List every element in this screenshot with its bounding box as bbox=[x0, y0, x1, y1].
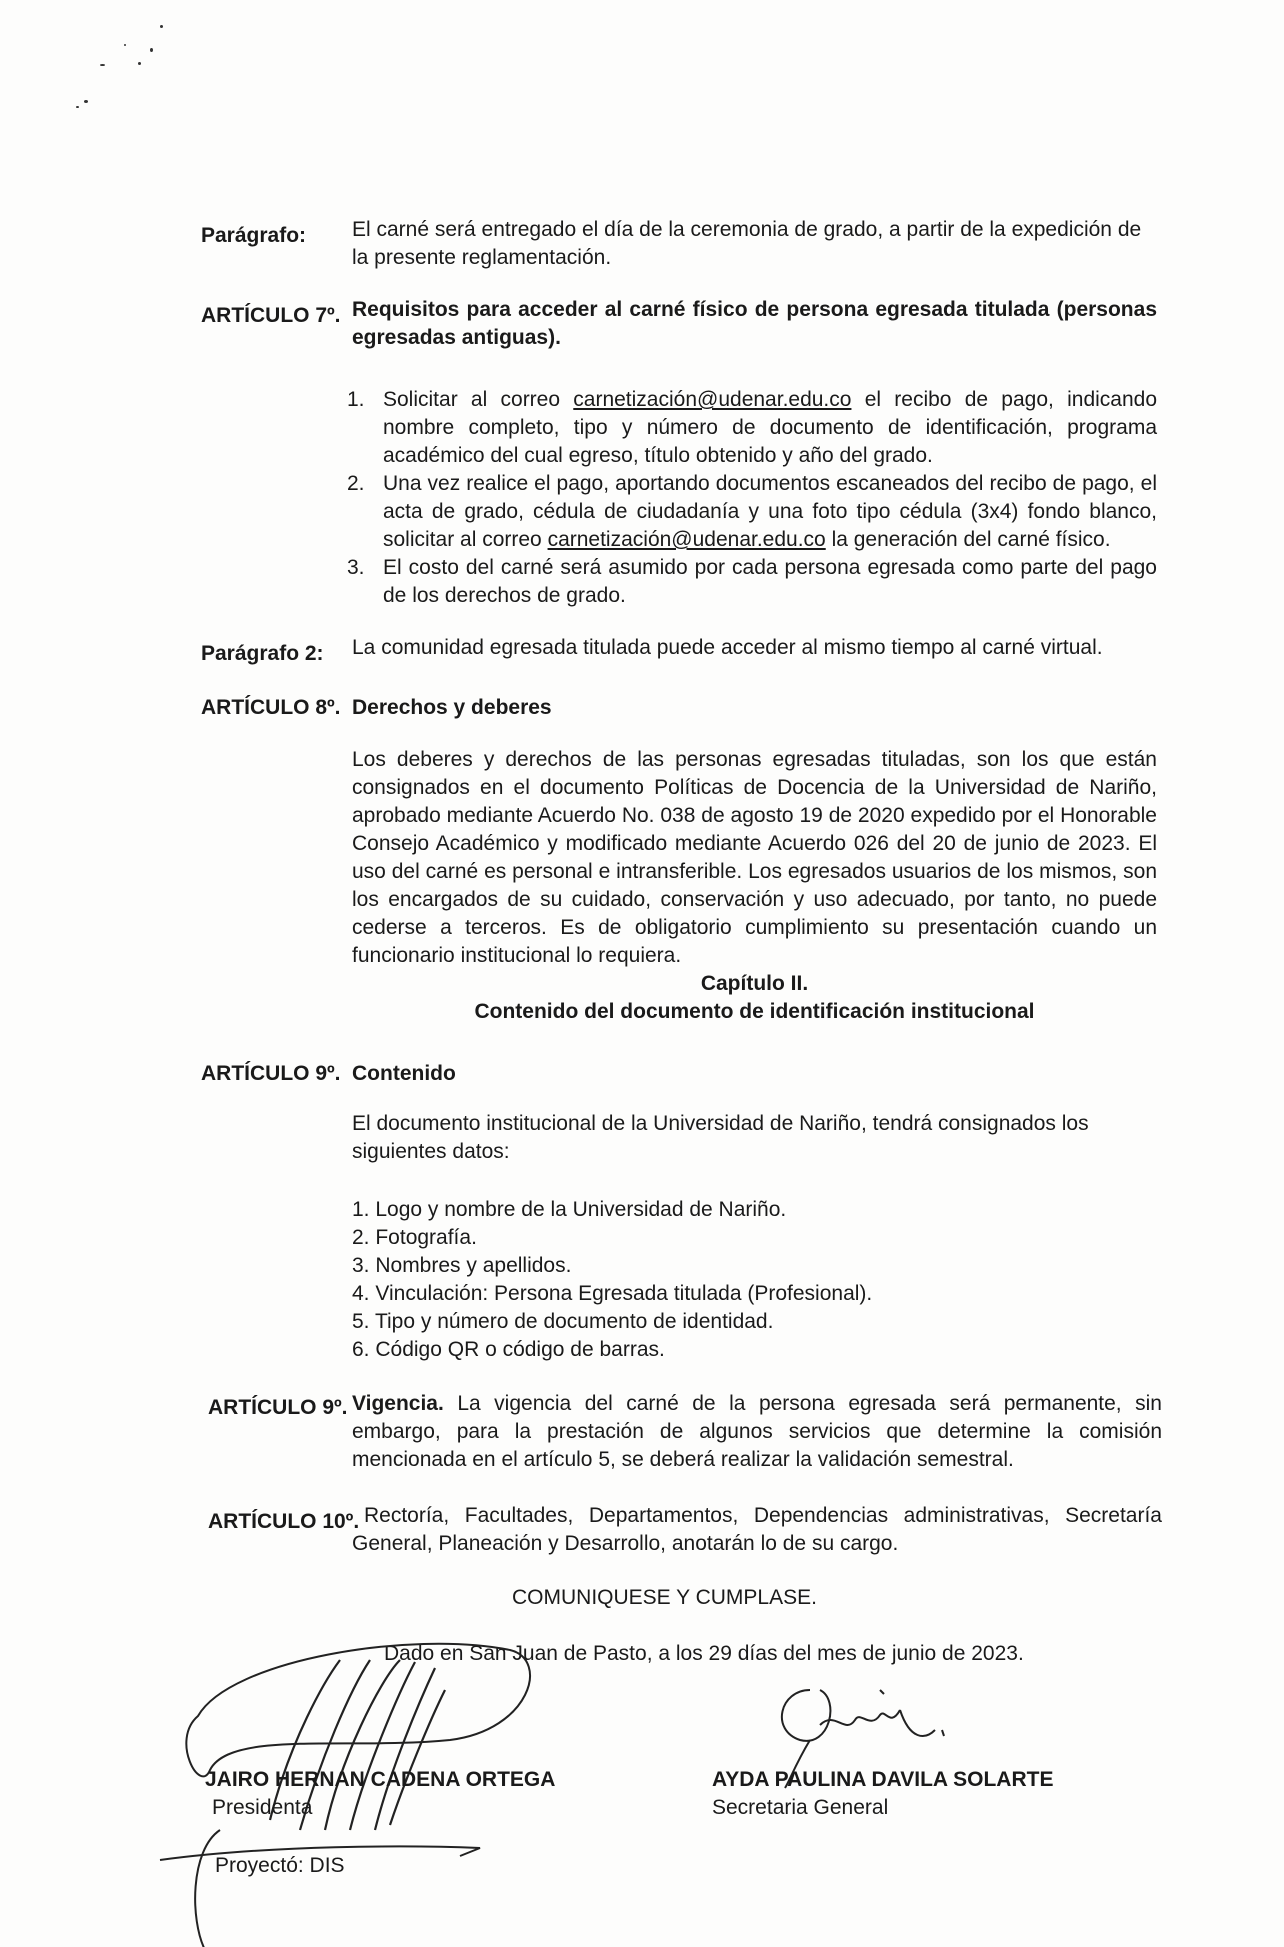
list-item-text: el recibo de pago, indicando nombre completo, tipo y número de documento de identificación, programa académico del cual egreso, título obtenido y año del grado. bbox=[383, 388, 1158, 467]
articulo-9-vigencia-text bbox=[352, 1390, 1162, 1474]
list-item: 5. Tipo y número de documento de identidad. bbox=[352, 1310, 774, 1333]
signatory-right-role: Secretaria General bbox=[712, 1796, 889, 1819]
list-item-text: Una vez realice el pago, aportando documentos escaneados del recibo de pago, el acta de grado, cédula de ciudadanía y una foto tipo cédula (3x4) fondo blanco, solicitar al correo bbox=[383, 472, 1157, 551]
paragrafo-2-label: Parágrafo 2: bbox=[201, 642, 324, 665]
list-item-number: 1. bbox=[347, 388, 365, 411]
signatory-right-name: AYDA PAULINA DAVILA SOLARTE bbox=[712, 1768, 1054, 1791]
email-link[interactable]: carnetización@udenar.edu.co bbox=[573, 388, 852, 411]
list-item-text: la generación del carné físico. bbox=[825, 528, 1111, 551]
articulo-9-title: Contenido bbox=[352, 1062, 456, 1085]
list-item bbox=[347, 386, 1157, 470]
articulo-7-requirements-list bbox=[347, 386, 1157, 610]
scan-speck bbox=[84, 100, 88, 103]
signature-left-icon bbox=[150, 1620, 550, 1880]
list-item-number: 3. bbox=[347, 556, 365, 579]
articulo-9-vigencia-label: ARTÍCULO 9º. bbox=[208, 1396, 348, 1419]
signatory-left-name: JAIRO HERNAN CADENA ORTEGA bbox=[205, 1768, 556, 1791]
list-item: 3. Nombres y apellidos. bbox=[352, 1254, 572, 1277]
email-link[interactable]: carnetización@udenar.edu.co bbox=[547, 528, 826, 551]
articulo-8-label: ARTÍCULO 8º. bbox=[201, 696, 341, 719]
articulo-8-title: Derechos y deberes bbox=[352, 696, 552, 719]
scan-speck bbox=[160, 25, 163, 28]
articulo-7-label: ARTÍCULO 7º. bbox=[201, 304, 341, 327]
list-item: 4. Vinculación: Persona Egresada titulada (Profesional). bbox=[352, 1282, 873, 1305]
vigencia-body: La vigencia del carné de la persona egresada será permanente, sin embargo, para la prestación de algunos servicios que determine la comisión mencionada en el artículo 5, se deberá realizar la validación semestral. bbox=[352, 1392, 1162, 1471]
scan-speck bbox=[150, 48, 153, 52]
list-item: 1. Logo y nombre de la Universidad de Nariño. bbox=[352, 1198, 787, 1221]
list-item-text: El costo del carné será asumido por cada persona egresada como parte del pago de los derechos de grado. bbox=[383, 556, 1157, 607]
paragrafo-label: Parágrafo: bbox=[201, 224, 307, 247]
articulo-7-title: Requisitos para acceder al carné físico de persona egresada titulada (personas egresadas antiguas). bbox=[352, 298, 1157, 349]
articulo-10-text: Rectoría, Facultades, Departamentos, Dependencias administrativas, Secretaría General, Planeación y Desarrollo, anotarán lo de su cargo. bbox=[352, 1504, 1162, 1555]
scan-speck bbox=[138, 62, 141, 65]
list-item-number: 2. bbox=[347, 472, 365, 495]
paragrafo-2-text: La comunidad egresada titulada puede acceder al mismo tiempo al carné virtual. bbox=[352, 636, 1103, 659]
articulo-9-intro: El documento institucional de la Universidad de Nariño, tendrá consignados los siguientes datos: bbox=[352, 1112, 1089, 1163]
articulo-8-body: Los deberes y derechos de las personas egresadas tituladas, son los que están consignados en el documento Políticas de Docencia de la Universidad de Nariño, aprobado mediante Acuerdo No. 038 de agosto 19 de 2020 expedido por el Honorable Consejo Académico y modificado mediante Acuerdo 026 del 20 de junio de 2023. El uso del carné es personal e intransferible. Los egresados usuarios de los mismos, son los encargados de su cuidado, conservación y uso adecuado, por tanto, no puede cederse a terceros. Es de obligatorio cumplimiento su presentación cuando un funcionario institucional lo requiera. bbox=[352, 748, 1157, 967]
closing-formula: COMUNIQUESE Y CUMPLASE. bbox=[512, 1586, 817, 1609]
id-content-list bbox=[352, 1196, 1157, 1364]
list-item: 6. Código QR o código de barras. bbox=[352, 1338, 665, 1361]
prepared-by: Proyectó: DIS bbox=[215, 1854, 345, 1877]
vigencia-title: Vigencia. bbox=[352, 1392, 444, 1415]
scan-speck bbox=[100, 64, 105, 66]
date-place-line: Dado en San Juan de Pasto, a los 29 días del mes de junio de 2023. bbox=[384, 1642, 1024, 1665]
list-item bbox=[347, 554, 1157, 610]
list-item bbox=[347, 470, 1157, 554]
list-item-text: Solicitar al correo bbox=[383, 388, 574, 411]
paragrafo-text: El carné será entregado el día de la ceremonia de grado, a partir de la expedición de la presente reglamentación. bbox=[352, 218, 1142, 269]
chapter-title: Contenido del documento de identificación institucional bbox=[474, 1000, 1035, 1023]
chapter-number: Capítulo II. bbox=[700, 972, 809, 995]
articulo-9-label: ARTÍCULO 9º. bbox=[201, 1062, 341, 1085]
list-item: 2. Fotografía. bbox=[352, 1226, 477, 1249]
signatory-left-role: Presidenta bbox=[212, 1796, 313, 1819]
articulo-10-label: ARTÍCULO 10º. bbox=[208, 1510, 360, 1533]
scan-speck bbox=[124, 44, 126, 46]
scan-speck bbox=[76, 106, 79, 108]
